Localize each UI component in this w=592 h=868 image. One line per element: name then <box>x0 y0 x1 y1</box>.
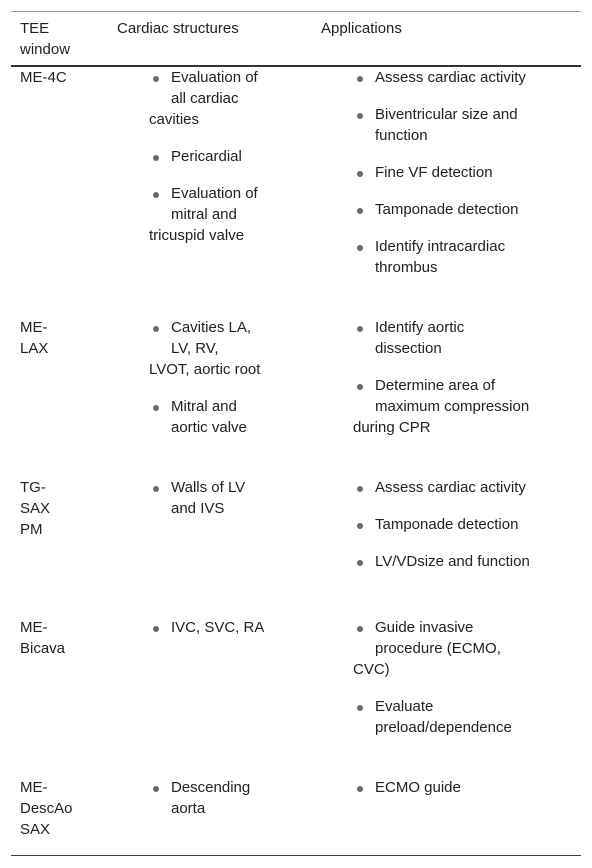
tee-window-text: SAX <box>20 500 51 517</box>
tee-window-cell <box>20 67 90 88</box>
tee-table <box>11 11 581 856</box>
tee-window-cell <box>20 777 90 840</box>
item-line: Guide invasive <box>375 619 474 636</box>
item-line: Biventricular size and <box>375 106 518 123</box>
applications-cell <box>353 477 568 588</box>
bullet-icon <box>357 705 363 711</box>
bullet-icon <box>153 786 159 792</box>
item-line: tricuspid valve <box>149 227 245 244</box>
item-line: Evaluate <box>375 698 434 715</box>
cardiac-structures-cell <box>149 317 289 454</box>
application-item <box>353 696 568 738</box>
tee-window-text: SAX <box>20 821 51 838</box>
item-line: dissection <box>375 340 442 357</box>
structure-item <box>149 777 289 819</box>
structure-item <box>149 617 289 638</box>
application-item <box>353 104 568 146</box>
tee-window-text: ME- <box>20 779 48 796</box>
structure-item <box>149 317 289 380</box>
application-item <box>353 514 568 535</box>
tee-window-text: LAX <box>20 340 49 357</box>
bullet-icon <box>153 326 159 332</box>
applications-cell <box>353 317 568 454</box>
item-line: LV, RV, <box>171 340 219 357</box>
bullet-icon <box>357 208 363 214</box>
bullet-icon <box>153 486 159 492</box>
structure-item <box>149 477 289 519</box>
bullet-icon <box>357 171 363 177</box>
item-line: Fine VF detection <box>375 164 493 181</box>
bullet-icon <box>153 76 159 82</box>
item-line: mitral and <box>171 206 237 223</box>
applications-cell <box>353 617 568 754</box>
item-line: preload/dependence <box>375 719 512 736</box>
item-line: Cavities LA, <box>171 319 252 336</box>
application-item <box>353 236 568 278</box>
application-item <box>353 477 568 498</box>
item-line: all cardiac <box>171 90 239 107</box>
item-line: Assess cardiac activity <box>375 69 526 86</box>
item-line: during CPR <box>353 419 431 436</box>
bullet-icon <box>357 326 363 332</box>
structure-item <box>149 146 289 167</box>
item-line: Mitral and <box>171 398 237 415</box>
tee-window-cell <box>20 477 90 540</box>
item-line: Walls of LV <box>171 479 246 496</box>
item-line: Identify intracardiac <box>375 238 506 255</box>
structure-item <box>149 396 289 438</box>
cardiac-structures-cell <box>149 777 289 835</box>
item-line: ECMO guide <box>375 779 461 796</box>
structure-item <box>149 67 289 130</box>
item-line: aortic valve <box>171 419 247 436</box>
item-line: Tamponade detection <box>375 201 519 218</box>
application-item <box>353 777 568 798</box>
tee-window-text: ME-4C <box>20 69 67 86</box>
tee-window-cell <box>20 617 90 659</box>
item-line: and IVS <box>171 500 225 517</box>
tee-window-text: Bicava <box>20 640 66 657</box>
table-header <box>11 12 581 67</box>
application-item <box>353 162 568 183</box>
bullet-icon <box>357 786 363 792</box>
item-line: maximum compression <box>375 398 530 415</box>
item-line: aorta <box>171 800 206 817</box>
bullet-icon <box>357 384 363 390</box>
item-line: cavities <box>149 111 200 128</box>
item-line: Assess cardiac activity <box>375 479 526 496</box>
cardiac-structures-cell <box>149 477 289 535</box>
application-item <box>353 617 568 680</box>
bullet-icon <box>357 113 363 119</box>
item-line: Determine area of <box>375 377 496 394</box>
structure-item <box>149 183 289 246</box>
header-applications: Applications <box>321 20 402 37</box>
item-line: IVC, SVC, RA <box>171 619 265 636</box>
tee-window-text: DescAo <box>20 800 73 817</box>
item-line: Evaluation of <box>171 69 258 86</box>
bullet-icon <box>357 560 363 566</box>
applications-cell <box>353 67 568 294</box>
cardiac-structures-cell <box>149 67 289 262</box>
item-line: Identify aortic <box>375 319 465 336</box>
cardiac-structures-cell <box>149 617 289 654</box>
tee-window-text: ME- <box>20 619 48 636</box>
header-tee-window: TEE window <box>20 20 71 58</box>
item-line: Evaluation of <box>171 185 258 202</box>
application-item <box>353 199 568 220</box>
item-line: LVOT, aortic root <box>149 361 261 378</box>
item-line: Pericardial <box>171 148 242 165</box>
application-item <box>353 67 568 88</box>
bullet-icon <box>357 486 363 492</box>
tee-window-text: TG- <box>20 479 46 496</box>
application-item <box>353 317 568 359</box>
item-line: Tamponade detection <box>375 516 519 533</box>
item-line: procedure (ECMO, <box>375 640 501 657</box>
bullet-icon <box>153 192 159 198</box>
item-line: CVC) <box>353 661 390 678</box>
bullet-icon <box>357 76 363 82</box>
applications-cell <box>353 777 568 814</box>
application-item <box>353 375 568 438</box>
tee-window-cell <box>20 317 90 359</box>
bullet-icon <box>357 626 363 632</box>
tee-window-text: PM <box>20 521 43 538</box>
bullet-icon <box>357 523 363 529</box>
bullet-icon <box>357 245 363 251</box>
item-line: LV/VDsize and function <box>375 553 530 570</box>
application-item <box>353 551 568 572</box>
item-line: Descending <box>171 779 251 796</box>
item-line: thrombus <box>375 259 438 276</box>
bullet-icon <box>153 626 159 632</box>
bullet-icon <box>153 405 159 411</box>
item-line: function <box>375 127 428 144</box>
bullet-icon <box>153 155 159 161</box>
tee-window-text: ME- <box>20 319 48 336</box>
header-cardiac-structures: Cardiac structures <box>117 20 239 37</box>
